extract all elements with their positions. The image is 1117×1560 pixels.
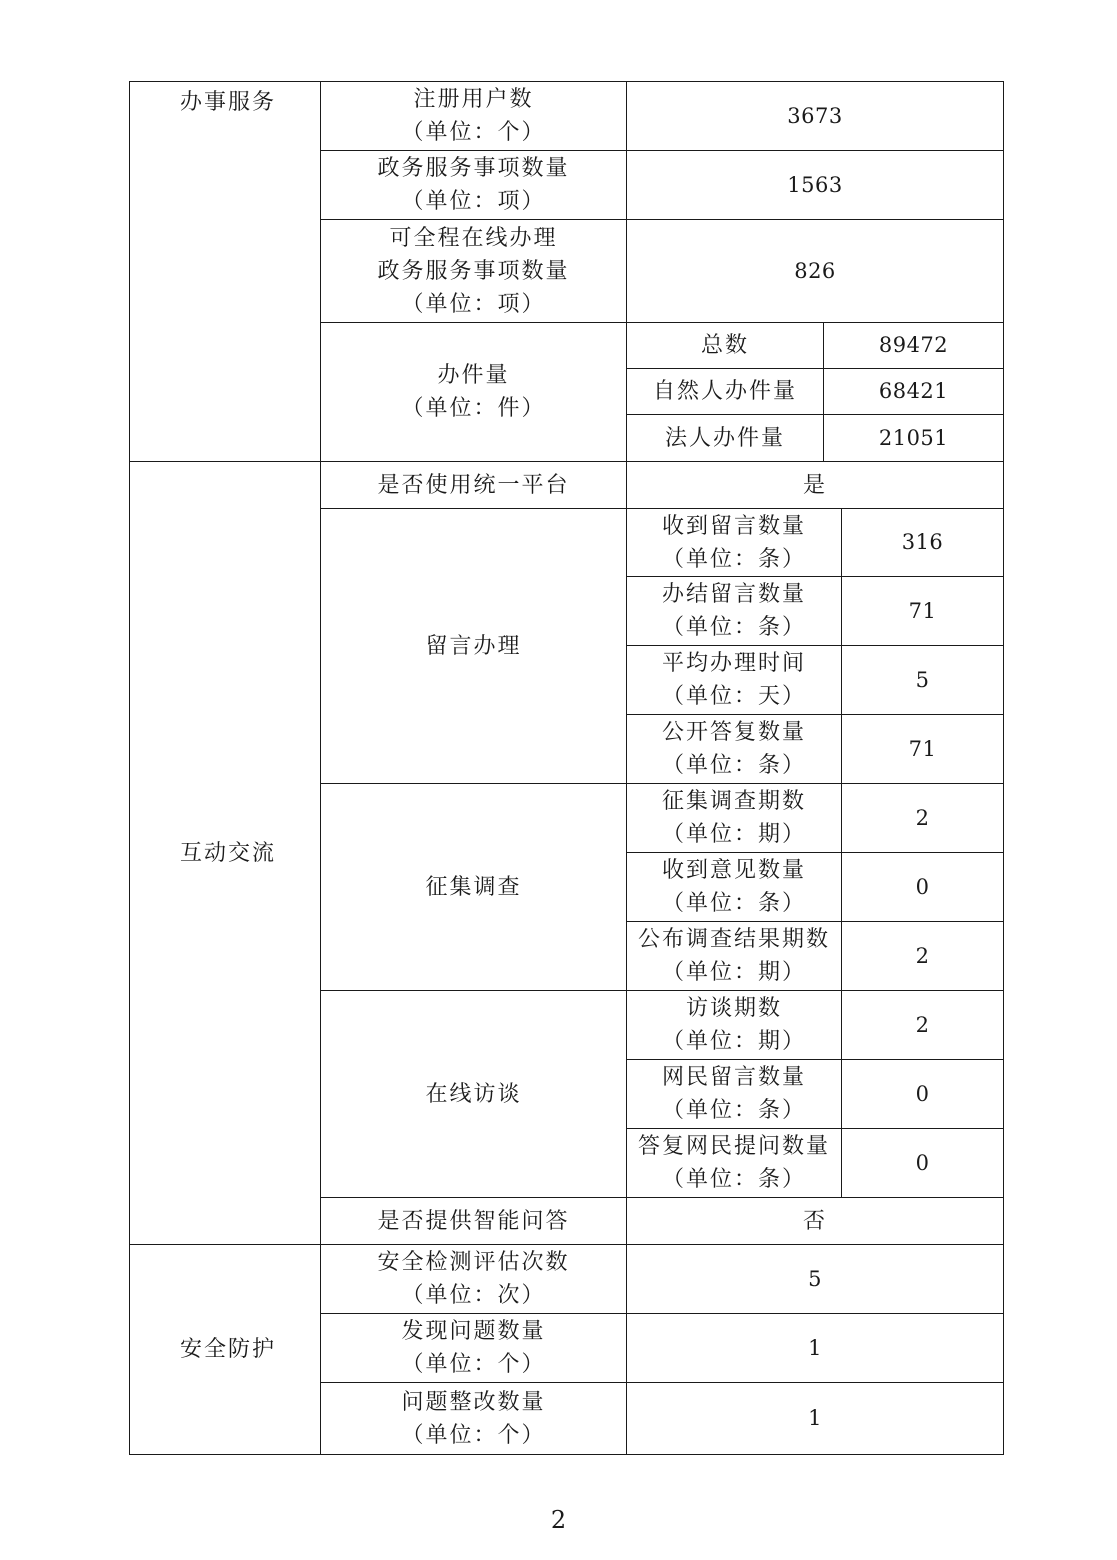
msg-label-closed: 办结留言数量 （单位：条）: [661, 582, 806, 640]
msg-label-avg-time: 平均办理时间 （单位：天）: [661, 651, 806, 709]
volume-value-total: 89472: [878, 333, 949, 357]
row-label-registered-users: 注册用户数 （单位：个）: [401, 87, 546, 145]
msg-value-closed: 71: [908, 598, 937, 623]
row-label-service-items: 政务服务事项数量 （单位：项）: [377, 156, 570, 214]
msg-value-avg-time: 5: [915, 667, 930, 692]
interview-label-periods: 访谈期数 （单位：期）: [661, 996, 806, 1054]
survey-value-opinions: 0: [915, 874, 930, 899]
section-label-interaction: 互动交流: [180, 840, 277, 866]
interview-value-netizen-messages: 0: [915, 1081, 930, 1106]
interview-label-netizen-messages: 网民留言数量 （单位：条）: [661, 1065, 806, 1123]
row-label-online-items: 可全程在线办理 政务服务事项数量 （单位：项）: [377, 225, 570, 317]
volume-label-legal-person: 法人办件量: [664, 425, 785, 451]
section-label-security: 安全防护: [180, 1337, 277, 1362]
row-label-smart-qa: 是否提供智能问答: [377, 1208, 570, 1234]
survey-value-periods: 2: [915, 805, 930, 830]
msg-label-public-replies: 公开答复数量 （单位：条）: [661, 720, 806, 778]
survey-value-results: 2: [915, 943, 930, 968]
msg-label-received: 收到留言数量 （单位：条）: [661, 513, 806, 572]
msg-value-public-replies: 71: [908, 736, 937, 761]
volume-label-total: 总数: [700, 333, 749, 358]
survey-label-opinions: 收到意见数量 （单位：条）: [661, 858, 806, 916]
row-label-problems-found: 发现问题数量 （单位：个）: [401, 1319, 546, 1377]
volume-label-natural-person: 自然人办件量: [652, 379, 797, 404]
row-label-security-checks: 安全检测评估次数 （单位：次）: [377, 1250, 570, 1308]
group-label-survey: 征集调查: [425, 874, 522, 900]
row-value-problems-fixed: 1: [808, 1406, 822, 1430]
volume-value-natural-person: 68421: [878, 379, 949, 403]
row-value-security-checks: 5: [808, 1266, 822, 1291]
msg-value-received: 316: [901, 530, 944, 554]
row-value-online-items: 826: [794, 258, 836, 283]
page-number: 2: [550, 1506, 567, 1534]
row-value-registered-users: 3673: [787, 103, 843, 128]
group-label-messages: 留言办理: [425, 633, 522, 659]
row-value-smart-qa: 否: [802, 1208, 827, 1234]
row-label-case-volume: 办件量 （单位：件）: [401, 363, 546, 421]
interview-value-replies: 0: [915, 1150, 930, 1175]
row-value-unified-platform: 是: [802, 472, 827, 498]
section-label-service: 办事服务: [180, 90, 277, 115]
group-label-interview: 在线访谈: [425, 1081, 522, 1107]
interview-value-periods: 2: [915, 1012, 930, 1037]
survey-label-periods: 征集调查期数 （单位：期）: [661, 789, 806, 847]
row-label-unified-platform: 是否使用统一平台: [377, 472, 570, 498]
interview-label-replies: 答复网民提问数量 （单位：条）: [637, 1134, 830, 1192]
row-value-service-items: 1563: [787, 172, 843, 197]
survey-label-results: 公布调查结果期数 （单位：期）: [637, 927, 830, 985]
volume-value-legal-person: 21051: [878, 425, 949, 450]
row-value-problems-found: 1: [808, 1335, 822, 1360]
row-label-problems-fixed: 问题整改数量 （单位：个）: [401, 1389, 546, 1448]
